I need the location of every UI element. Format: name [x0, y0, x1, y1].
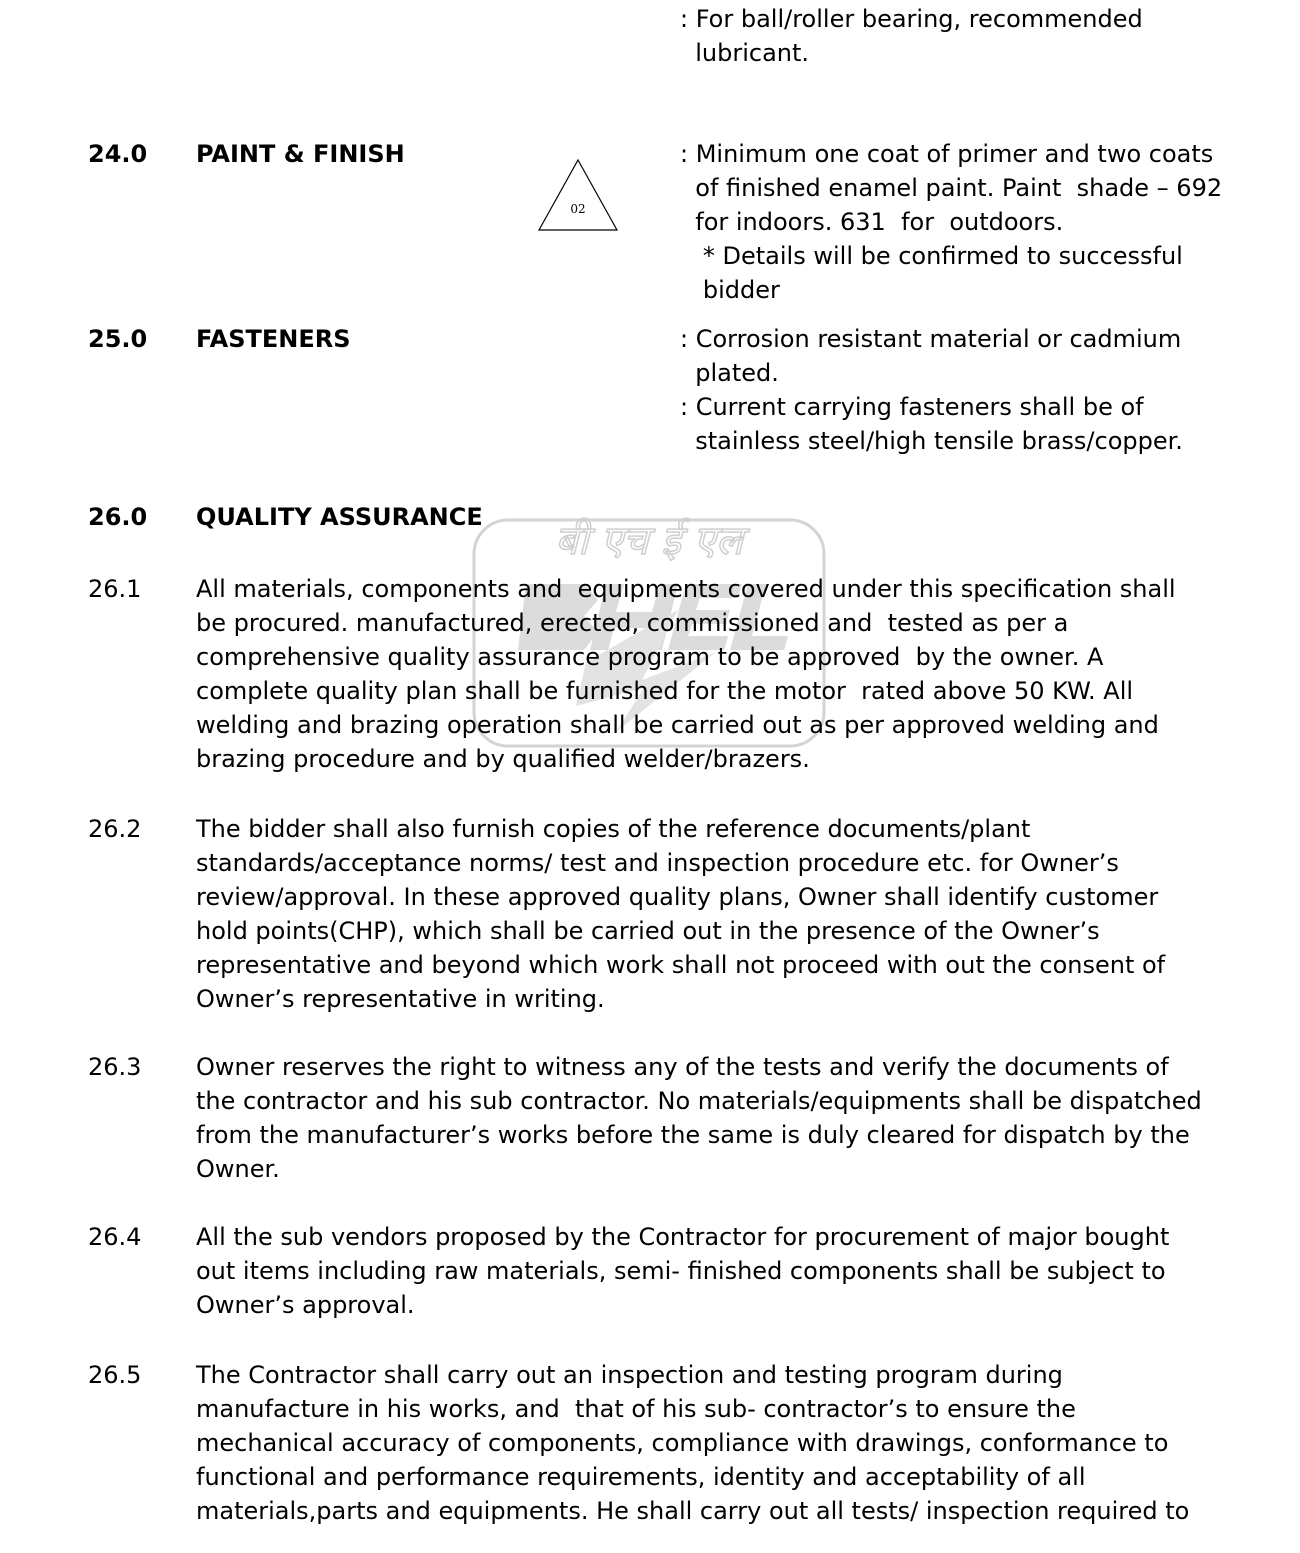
value-line: * Details will be confirmed to successful [680, 242, 1183, 270]
section-26-title: QUALITY ASSURANCE [196, 503, 483, 531]
revision-number: 02 [570, 202, 586, 216]
clause-26-4-number: 26.4 [88, 1223, 142, 1251]
value-line: for indoors. 631 for outdoors. [680, 208, 1064, 236]
value-line: stainless steel/high tensile brass/copper. [680, 427, 1183, 455]
text-line: hold points(CHP), which shall be carried out in the presence of the Owner’s [196, 917, 1100, 945]
text-line: representative and beyond which work shall not proceed with out the consent of [196, 951, 1166, 979]
text-line: review/approval. In these approved quality plans, Owner shall identify customer [196, 883, 1159, 911]
text-line: Owner. [196, 1155, 280, 1183]
section-24-title: PAINT & FINISH [196, 140, 405, 168]
value-line: : For ball/roller bearing, recommended [680, 5, 1143, 33]
section-25-value [680, 322, 1292, 458]
section-26-number: 26.0 [88, 503, 148, 531]
clause-26-4-text [196, 1220, 1286, 1322]
clause-26-3-number: 26.3 [88, 1053, 142, 1081]
revision-triangle-icon [537, 158, 619, 232]
bearing-lubricant-value [680, 2, 1292, 70]
text-line: mechanical accuracy of components, compliance with drawings, conformance to [196, 1429, 1169, 1457]
text-line: be procured. manufactured, erected, commissioned and tested as per a [196, 609, 1069, 637]
text-line: All the sub vendors proposed by the Contractor for procurement of major bought [196, 1223, 1170, 1251]
text-line: comprehensive quality assurance program to be approved by the owner. A [196, 643, 1104, 671]
svg-text:बी एच ई एल: बी एच ई एल [555, 518, 743, 564]
text-line: Owner reserves the right to witness any of the tests and verify the documents of [196, 1053, 1169, 1081]
text-line: brazing procedure and by qualified welder/brazers. [196, 745, 810, 773]
value-line: lubricant. [680, 39, 810, 67]
section-24-number: 24.0 [88, 140, 148, 168]
value-line: of finished enamel paint. Paint shade – 692 [680, 174, 1223, 202]
text-line: functional and performance requirements, identity and acceptability of all [196, 1463, 1086, 1491]
text-line: The bidder shall also furnish copies of the reference documents/plant [196, 815, 1031, 843]
clause-26-1-number: 26.1 [88, 575, 142, 603]
clause-26-2-number: 26.2 [88, 815, 142, 843]
section-24-value [680, 137, 1292, 307]
clause-26-1-text [196, 572, 1286, 776]
text-line: The Contractor shall carry out an inspection and testing program during [196, 1361, 1063, 1389]
text-line: manufacture in his works, and that of his sub- contractor’s to ensure the [196, 1395, 1076, 1423]
text-line: welding and brazing operation shall be carried out as per approved welding and [196, 711, 1159, 739]
value-line: : Current carrying fasteners shall be of [680, 393, 1144, 421]
text-line: from the manufacturer’s works before the same is duly cleared for dispatch by the [196, 1121, 1190, 1149]
text-line: All materials, components and equipments covered under this specification shall [196, 575, 1176, 603]
text-line: the contractor and his sub contractor. No materials/equipments shall be dispatched [196, 1087, 1202, 1115]
clause-26-3-text [196, 1050, 1286, 1186]
text-line: out items including raw materials, semi- finished components shall be subject to [196, 1257, 1166, 1285]
value-line: plated. [680, 359, 779, 387]
clause-26-5-text [196, 1358, 1286, 1528]
clause-26-5-number: 26.5 [88, 1361, 142, 1389]
text-line: Owner’s approval. [196, 1291, 415, 1319]
text-line: complete quality plan shall be furnished for the motor rated above 50 KW. All [196, 677, 1134, 705]
section-25-number: 25.0 [88, 325, 148, 353]
value-line: : Minimum one coat of primer and two coats [680, 140, 1214, 168]
text-line: standards/acceptance norms/ test and inspection procedure etc. for Owner’s [196, 849, 1119, 877]
section-25-title: FASTENERS [196, 325, 351, 353]
value-line: bidder [680, 276, 780, 304]
value-line: : Corrosion resistant material or cadmium [680, 325, 1182, 353]
clause-26-2-text [196, 812, 1286, 1016]
text-line: materials,parts and equipments. He shall carry out all tests/ inspection required to [196, 1497, 1190, 1525]
text-line: Owner’s representative in writing. [196, 985, 605, 1013]
